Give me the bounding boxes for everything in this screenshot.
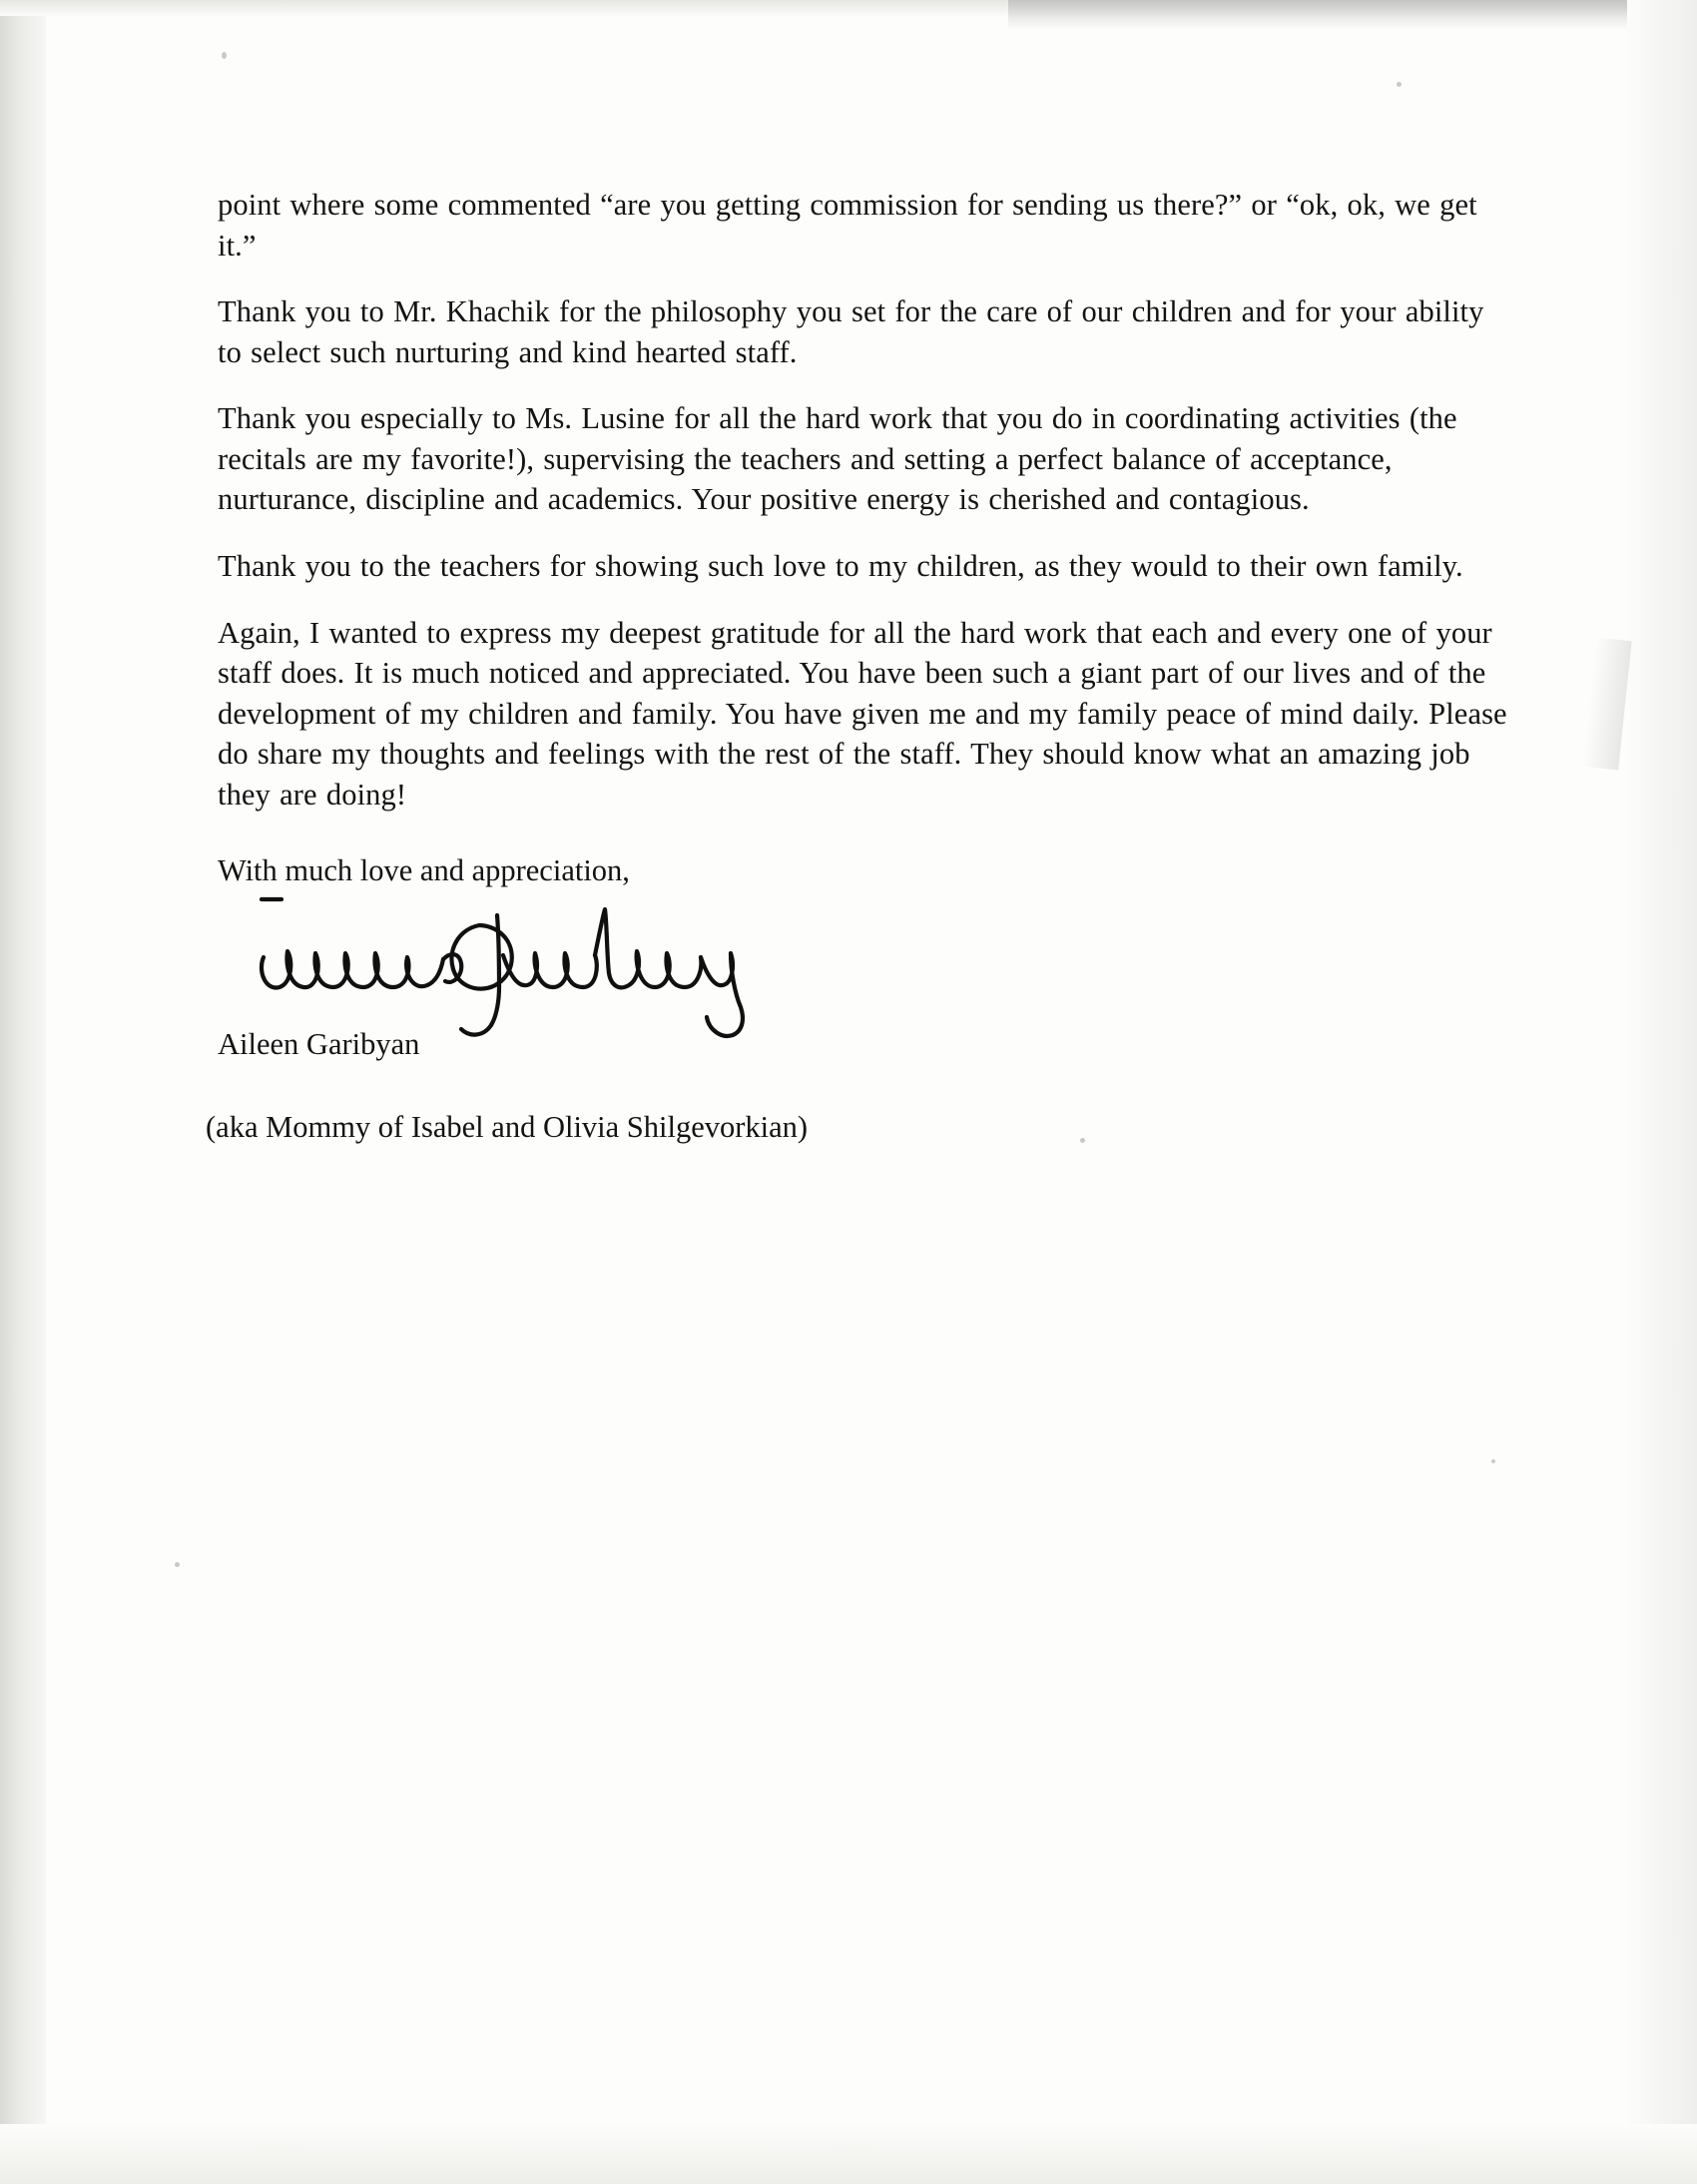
letter-closing: With much love and appreciation,	[218, 853, 630, 888]
scan-edge-right	[1627, 0, 1697, 2184]
scan-speck	[175, 1562, 180, 1567]
scan-speck	[1397, 82, 1402, 87]
paragraph-thanks-khachik: Thank you to Mr. Khachik for the philosophy you set for the care of our children and for your ability to select such nurturing and kind hearted staff.	[218, 294, 1484, 369]
signature-alias: (aka Mommy of Isabel and Olivia Shilgevorkian)	[206, 1109, 809, 1144]
paragraph-continuation: point where some commented “are you getting commission for sending us there?” or “ok, ok, we get it.”	[218, 188, 1477, 263]
scan-shadow	[1008, 0, 1627, 30]
scan-edge-left	[0, 0, 46, 2184]
paragraph-thanks-teachers: Thank you to the teachers for showing such love to my children, as they would to their own family.	[218, 548, 1463, 583]
scan-speck	[222, 52, 227, 59]
handwritten-signature	[248, 895, 1515, 1045]
scan-edge-bottom	[0, 2124, 1697, 2184]
page-fold-shadow	[1582, 637, 1631, 770]
paragraph-thanks-lusine: Thank you especially to Ms. Lusine for all the hard work that you do in coordinating activities (the recitals are my favorite!), supervising the teachers and setting a perfect balance of acceptance, nurturance, discipline and academics. Your positive energy is cherished and contagious.	[218, 401, 1457, 517]
letter-body	[206, 185, 1515, 1145]
scan-speck	[1491, 1459, 1495, 1463]
paragraph-gratitude: Again, I wanted to express my deepest gratitude for all the hard work that each and every one of your staff does. It is much noticed and appreciated. You have been such a giant part of our lives and of the development of my children and family. You have given me and my family peace of mind daily. Please do share my thoughts and feelings with the rest of the staff. They should know what an amazing job they are doing!	[218, 615, 1507, 812]
signature-printed-name: Aileen Garibyan	[218, 1026, 420, 1061]
